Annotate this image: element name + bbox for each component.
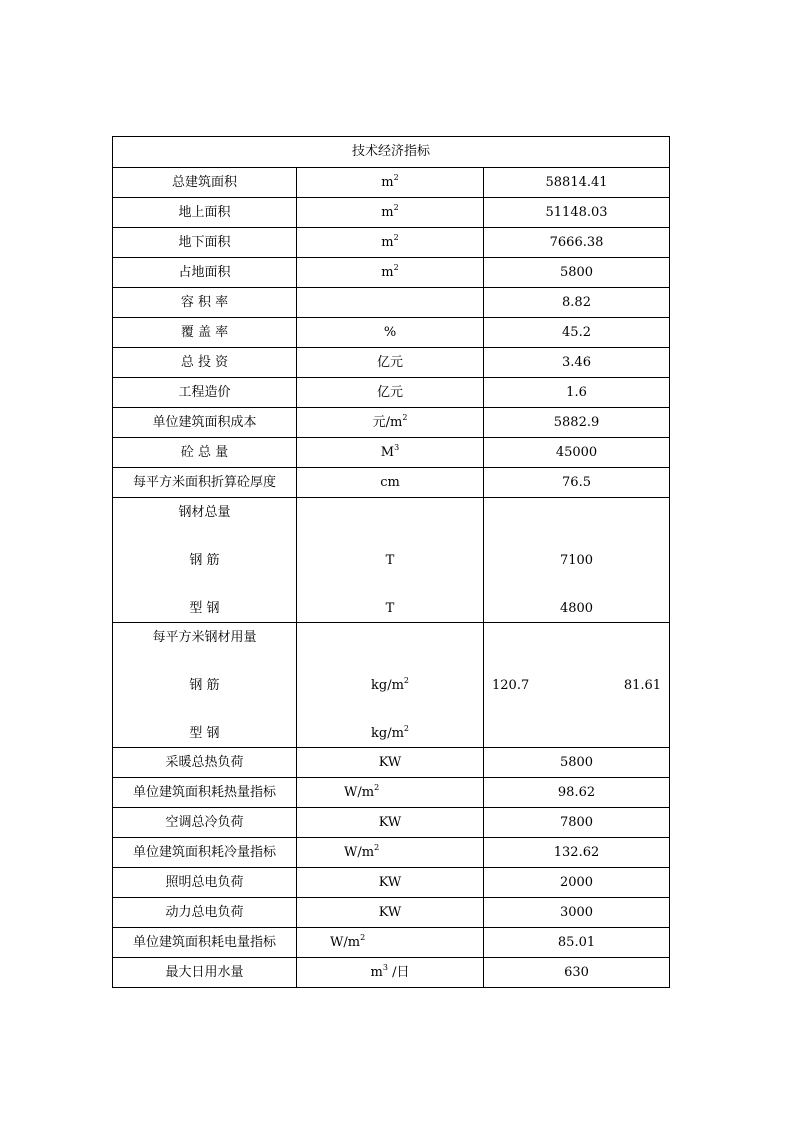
unit-text: KW <box>378 874 402 890</box>
row-unit <box>297 408 484 438</box>
row-label: 占地面积 <box>113 258 297 288</box>
rebar-unit <box>297 677 483 695</box>
table-row <box>113 228 670 258</box>
steel-total-row <box>113 498 670 623</box>
unit-superscript: 2 <box>393 232 399 242</box>
unit-text: m <box>381 204 394 220</box>
unit-superscript: 2 <box>393 172 399 182</box>
steel-per-sqm-values <box>484 623 670 748</box>
row-unit <box>297 288 484 318</box>
row-label: 总建筑面积 <box>113 168 297 198</box>
table-row <box>113 928 670 958</box>
unit-superscript: 2 <box>393 262 399 272</box>
row-unit <box>297 868 484 898</box>
spacer <box>297 504 483 522</box>
row-unit <box>297 318 484 348</box>
unit-text: m <box>381 174 394 190</box>
row-label: 砼 总 量 <box>113 438 297 468</box>
row-label: 地下面积 <box>113 228 297 258</box>
row-unit <box>297 378 484 408</box>
row-value: 5800 <box>484 748 670 778</box>
row-unit <box>297 228 484 258</box>
row-value: 76.5 <box>484 468 670 498</box>
row-label: 总 投 资 <box>113 348 297 378</box>
unit-superscript: 2 <box>360 932 366 942</box>
unit-text: m <box>381 234 394 250</box>
row-label: 单位建筑面积耗冷量指标 <box>113 838 297 868</box>
table-row <box>113 898 670 928</box>
row-label: 每平方米面积折算砼厚度 <box>113 468 297 498</box>
row-unit <box>297 748 484 778</box>
unit-superscript: 2 <box>374 842 380 852</box>
row-label: 容 积 率 <box>113 288 297 318</box>
title-row <box>113 137 670 168</box>
spacer <box>484 629 669 647</box>
row-value: 58814.41 <box>484 168 670 198</box>
unit-text: kg/m <box>371 678 404 693</box>
row-unit <box>297 468 484 498</box>
row-value: 1.6 <box>484 378 670 408</box>
row-label: 工程造价 <box>113 378 297 408</box>
row-value: 3000 <box>484 898 670 928</box>
unit-text: 亿元 <box>376 384 403 400</box>
unit-superscript: 2 <box>393 202 399 212</box>
row-value: 3.46 <box>484 348 670 378</box>
steel-total-labels <box>113 498 297 623</box>
row-label: 单位建筑面积耗热量指标 <box>113 778 297 808</box>
unit-superscript: 3 <box>382 962 388 972</box>
steel-per-sqm-row <box>113 623 670 748</box>
row-unit <box>297 958 484 988</box>
row-unit <box>297 778 484 808</box>
spacer <box>484 504 669 522</box>
section-steel-unit <box>297 725 483 743</box>
rebar-unit: T <box>385 553 395 568</box>
row-label: 采暖总热负荷 <box>113 748 297 778</box>
steel-per-sqm-heading: 每平方米钢材用量 <box>152 630 257 645</box>
rebar-label: 钢 筋 <box>189 678 220 693</box>
unit-text: W/m <box>344 844 375 860</box>
row-unit <box>297 808 484 838</box>
steel-per-sqm-units <box>297 623 484 748</box>
unit-text: m <box>370 964 383 980</box>
unit-text: kg/m <box>371 726 404 741</box>
row-value: 7800 <box>484 808 670 838</box>
row-value: 98.62 <box>484 778 670 808</box>
unit-text: W/m <box>344 784 375 800</box>
table-row <box>113 838 670 868</box>
row-value: 5882.9 <box>484 408 670 438</box>
unit-text: W/m <box>330 934 361 950</box>
row-value: 2000 <box>484 868 670 898</box>
table-row <box>113 778 670 808</box>
unit-superscript: 2 <box>403 724 409 733</box>
table-row <box>113 748 670 778</box>
spacer <box>484 725 669 743</box>
row-value: 8.82 <box>484 288 670 318</box>
table-row <box>113 408 670 438</box>
row-unit <box>297 258 484 288</box>
table-row <box>113 318 670 348</box>
steel-total-units <box>297 498 484 623</box>
table-row <box>113 468 670 498</box>
rebar-value: 7100 <box>559 553 594 568</box>
value-a: 120.7 <box>492 678 530 693</box>
row-label: 单位建筑面积耗电量指标 <box>113 928 297 958</box>
row-unit <box>297 438 484 468</box>
unit-superscript: 2 <box>374 782 380 792</box>
steel-per-sqm-labels <box>113 623 297 748</box>
section-steel-label: 型 钢 <box>189 726 220 741</box>
unit-superscript: 2 <box>403 676 409 685</box>
row-label: 覆 盖 率 <box>113 318 297 348</box>
unit-text: 亿元 <box>376 354 403 370</box>
rebar-label: 钢 筋 <box>189 553 220 568</box>
row-label: 空调总冷负荷 <box>113 808 297 838</box>
table-row <box>113 868 670 898</box>
unit-text: % <box>383 324 397 340</box>
row-label: 单位建筑面积成本 <box>113 408 297 438</box>
section-steel-value: 4800 <box>559 601 594 616</box>
table-row <box>113 288 670 318</box>
table-row <box>113 808 670 838</box>
row-value: 7666.38 <box>484 228 670 258</box>
row-value: 132.62 <box>484 838 670 868</box>
unit-text: KW <box>378 754 402 770</box>
table-row <box>113 438 670 468</box>
unit-text: KW <box>378 814 402 830</box>
row-unit <box>297 928 484 958</box>
row-value: 45.2 <box>484 318 670 348</box>
unit-text: m <box>381 264 394 280</box>
unit-superscript: 2 <box>402 412 408 422</box>
steel-total-heading: 钢材总量 <box>178 505 231 520</box>
table-row <box>113 958 670 988</box>
row-unit <box>297 198 484 228</box>
table-row <box>113 198 670 228</box>
row-unit <box>297 838 484 868</box>
row-value: 85.01 <box>484 928 670 958</box>
unit-text: 元/m <box>372 414 403 430</box>
steel-total-values <box>484 498 670 623</box>
tech-economic-table <box>112 136 670 988</box>
section-steel-unit: T <box>385 601 395 616</box>
table-title: 技术经济指标 <box>113 137 670 168</box>
table-row <box>113 168 670 198</box>
row-value: 630 <box>484 958 670 988</box>
section-steel-label: 型 钢 <box>189 601 220 616</box>
table-row <box>113 348 670 378</box>
row-label: 照明总电负荷 <box>113 868 297 898</box>
spacer <box>297 629 483 647</box>
unit-text: M <box>380 444 395 460</box>
row-unit <box>297 168 484 198</box>
steel-per-sqm-value-pair <box>484 677 669 695</box>
row-label: 动力总电负荷 <box>113 898 297 928</box>
row-unit <box>297 898 484 928</box>
row-value: 51148.03 <box>484 198 670 228</box>
unit-text: cm <box>380 474 400 490</box>
value-b: 81.61 <box>623 678 662 693</box>
row-value: 45000 <box>484 438 670 468</box>
row-label: 最大日用水量 <box>113 958 297 988</box>
unit-text: KW <box>378 904 402 920</box>
row-value: 5800 <box>484 258 670 288</box>
unit-suffix: /日 <box>387 964 410 980</box>
table-row <box>113 378 670 408</box>
table-row <box>113 258 670 288</box>
unit-superscript: 3 <box>394 442 400 452</box>
row-label: 地上面积 <box>113 198 297 228</box>
row-unit <box>297 348 484 378</box>
